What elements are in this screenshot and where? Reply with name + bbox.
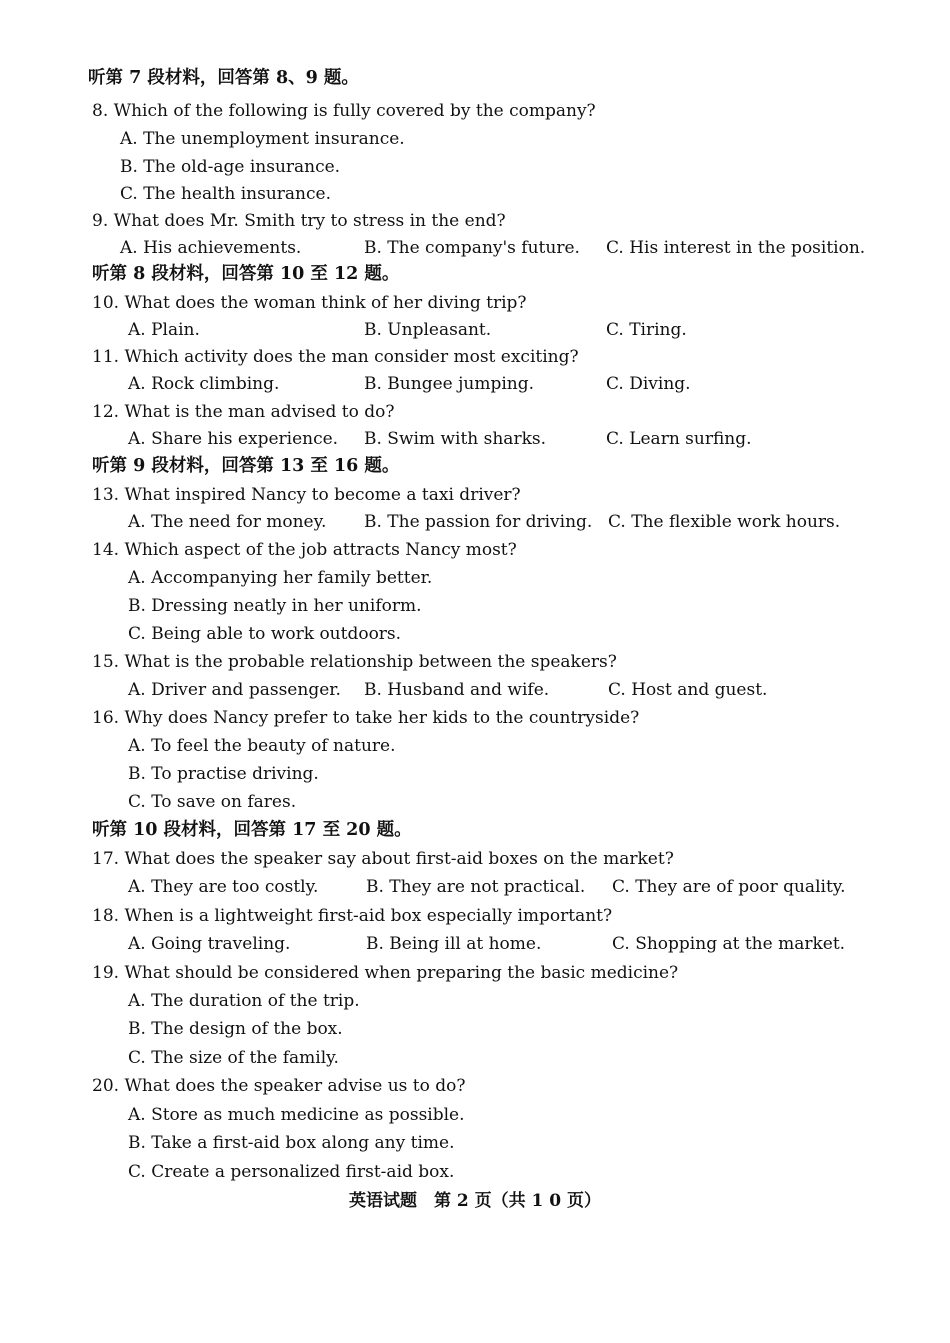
- question-13: 13. What inspired Nancy to become a taxi driver?: [92, 485, 521, 505]
- question-13-option-c: C. The flexible work hours.: [608, 512, 841, 532]
- question-19-option-a: A. The duration of the trip.: [128, 991, 360, 1011]
- section-heading-8: 听第 8 段材料，回答第 10 至 12 题。: [92, 264, 400, 284]
- question-17: 17. What does the speaker say about first-aid boxes on the market?: [92, 849, 674, 869]
- question-12-option-c: C. Learn surfing.: [606, 429, 752, 449]
- question-10-option-a: A. Plain.: [128, 320, 200, 340]
- question-16-option-b: B. To practise driving.: [128, 764, 319, 784]
- question-19-option-b: B. The design of the box.: [128, 1019, 343, 1039]
- question-20-option-a: A. Store as much medicine as possible.: [128, 1105, 465, 1125]
- question-17-option-b: B. They are not practical.: [366, 877, 586, 897]
- question-12-option-a: A. Share his experience.: [128, 429, 339, 449]
- question-11-option-c: C. Diving.: [606, 374, 691, 394]
- question-18-option-a: A. Going traveling.: [128, 934, 291, 954]
- question-10-option-b: B. Unpleasant.: [364, 320, 492, 340]
- question-12-option-b: B. Swim with sharks.: [364, 429, 546, 449]
- question-11-option-a: A. Rock climbing.: [128, 374, 280, 394]
- question-14-option-c: C. Being able to work outdoors.: [128, 624, 402, 644]
- question-13-option-b: B. The passion for driving.: [364, 512, 593, 532]
- question-8-option-c: C. The health insurance.: [120, 184, 331, 204]
- question-20-option-c: C. Create a personalized first-aid box.: [128, 1162, 455, 1182]
- question-18-option-b: B. Being ill at home.: [366, 934, 542, 954]
- page-footer: 英语试题 第 2 页（共 1 0 页）: [348, 1191, 602, 1211]
- question-15: 15. What is the probable relationship between the speakers?: [92, 652, 617, 672]
- question-16-option-a: A. To feel the beauty of nature.: [128, 736, 396, 756]
- question-17-option-c: C. They are of poor quality.: [612, 877, 846, 897]
- question-19: 19. What should be considered when preparing the basic medicine?: [92, 963, 679, 983]
- section-heading-10: 听第 10 段材料，回答第 17 至 20 题。: [92, 820, 412, 840]
- question-18: 18. When is a lightweight first-aid box especially important?: [92, 906, 613, 926]
- question-16-option-c: C. To save on fares.: [128, 792, 297, 812]
- section-heading-7: 听第 7 段材料，回答第 8、9 题。: [88, 68, 359, 88]
- question-15-option-a: A. Driver and passenger.: [128, 680, 341, 700]
- question-9: 9. What does Mr. Smith try to stress in the end?: [92, 211, 506, 231]
- question-15-option-b: B. Husband and wife.: [364, 680, 550, 700]
- question-17-option-a: A. They are too costly.: [128, 877, 319, 897]
- question-11: 11. Which activity does the man consider most exciting?: [92, 347, 579, 367]
- question-9-option-c: C. His interest in the position.: [606, 238, 866, 258]
- question-8: 8. Which of the following is fully covered by the company?: [92, 101, 596, 121]
- question-19-option-c: C. The size of the family.: [128, 1048, 339, 1068]
- question-16: 16. Why does Nancy prefer to take her kids to the countryside?: [92, 708, 640, 728]
- question-13-option-a: A. The need for money.: [128, 512, 327, 532]
- question-12: 12. What is the man advised to do?: [92, 402, 395, 422]
- question-8-option-b: B. The old-age insurance.: [120, 157, 341, 177]
- question-20: 20. What does the speaker advise us to do?: [92, 1076, 466, 1096]
- question-9-option-a: A. His achievements.: [120, 238, 302, 258]
- section-heading-9: 听第 9 段材料，回答第 13 至 16 题。: [92, 456, 400, 476]
- question-10-option-c: C. Tiring.: [606, 320, 687, 340]
- question-9-option-b: B. The company's future.: [364, 238, 580, 258]
- question-14-option-a: A. Accompanying her family better.: [128, 568, 433, 588]
- question-10: 10. What does the woman think of her diving trip?: [92, 293, 527, 313]
- question-18-option-c: C. Shopping at the market.: [612, 934, 846, 954]
- question-14-option-b: B. Dressing neatly in her uniform.: [128, 596, 422, 616]
- question-11-option-b: B. Bungee jumping.: [364, 374, 534, 394]
- question-15-option-c: C. Host and guest.: [608, 680, 768, 700]
- question-20-option-b: B. Take a first-aid box along any time.: [128, 1133, 455, 1153]
- question-14: 14. Which aspect of the job attracts Nancy most?: [92, 540, 517, 560]
- question-8-option-a: A. The unemployment insurance.: [120, 129, 405, 149]
